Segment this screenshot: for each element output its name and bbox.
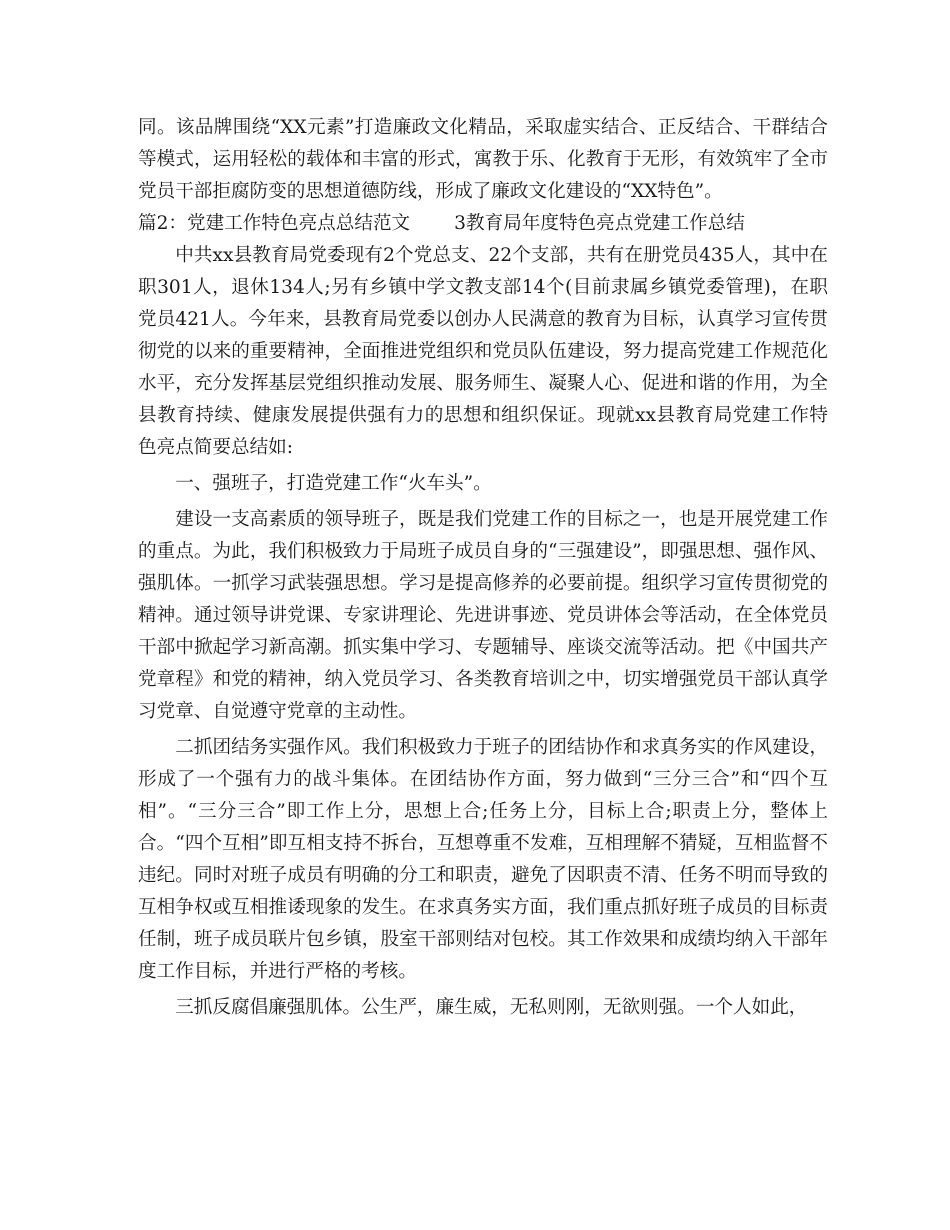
body-paragraph-anti-corruption: 三抓反腐倡廉强肌体。公生严，廉生威，无私则刚，无欲则强。一个人如此， <box>175 997 808 1018</box>
intro-continuation-paragraph: 同。该品牌围绕“XX元素”打造廉政文化精品，采取虚实结合、正反结合、干群结合等模式，运用轻松的载体和丰富的形式，寓教于乐、化教育于无形，有效筑牢了全市党员干部拒腐防变的思想道德防线，形成了廉政文化建设的“XX特色”。 <box>138 117 828 202</box>
section-title-right: 3教育局年度特色亮点党建工作总结 <box>454 213 745 234</box>
body-paragraph-overview: 中共xx县教育局党委现有2个党总支、22个支部，共有在册党员435人，其中在职301人，退休134人;另有乡镇中学文教支部14个(目前隶属乡镇党委管理)，在职党员421人。今年来，县教育局党委以创办人民满意的教育为目标，认真学习宣传贯彻党的以来的重要精神，全面推进党组织和党员队伍建设，努力提高党建工作规范化水平，充分发挥基层党组织推动发展、服务师生、凝聚人心、促进和谐的作用，为全县教育持续、健康发展提供强有力的思想和组织保证。现就xx县教育局党建工作特色亮点简要总结如: <box>138 245 828 458</box>
body-heading-strong-team: 一、强班子，打造党建工作“火车头”。 <box>175 473 492 494</box>
body-paragraph-team-building: 建设一支高素质的领导班子，既是我们党建工作的目标之一，也是开展党建工作的重点。为此，我们积极致力于局班子成员自身的“三强建设”，即强思想、强作风、强肌体。一抓学习武装强思想。学习是提高修养的必要前提。组织学习宣传贯彻党的精神。通过领导讲党课、专家讲理论、先进讲事迹、党员讲体会等活动，在全体党员干部中掀起学习新高潮。抓实集中学习、专题辅导、座谈交流等活动。把《中国共产党章程》和党的精神，纳入党员学习、各类教育培训之中，切实增强党员干部认真学习党章、自觉遵守党章的主动性。 <box>138 509 828 722</box>
section-title <box>138 208 828 240</box>
body-paragraph-unity: 二抓团结务实强作风。我们积极致力于班子的团结协作和求真务实的作风建设，形成了一个强有力的战斗集体。在团结协作方面，努力做到“三分三合”和“四个互相”。“三分三合”即工作上分，思想上合;任务上分，目标上合;职责上分，整体上合。“四个互相”即互相支持不拆台，互想尊重不发难，互相理解不猜疑，互相监督不违纪。同时对班子成员有明确的分工和职责，避免了因职责不清、任务不明而导致的互相争权或互相推诿现象的发生。在求真务实方面，我们重点抓好班子成员的目标责任制，班子成员联片包乡镇，股室干部则结对包校。其工作效果和成绩均纳入干部年度工作目标，并进行严格的考核。 <box>138 737 828 982</box>
section-title-left: 篇2：党建工作特色亮点总结范文 <box>138 213 411 234</box>
document-body <box>138 112 828 1024</box>
